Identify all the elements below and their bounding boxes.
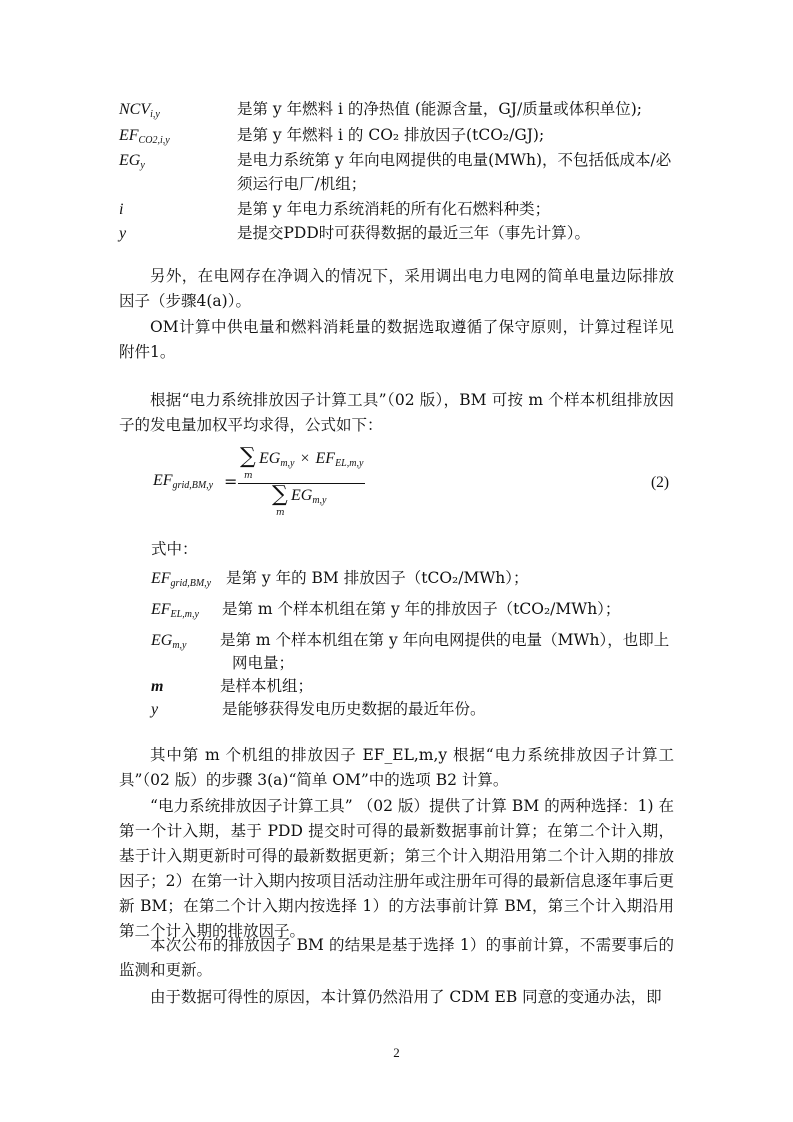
def-text: 是第 y 年电力系统消耗的所有化石燃料种类； bbox=[237, 200, 551, 218]
page-number: 2 bbox=[393, 1045, 400, 1060]
paragraph-bm-options: “电力系统排放因子计算工具” （02 版）提供了计算 BM 的两种选择：1) 在第一个计入期，基于 PDD 提交时可得的最新数据事前计算；在第二个计入期，基于计入期更新时可得的最新数据更新；第三个计入期沿用第二个计入期的排放因子；2）在第一计入期内按项目活动注册年或注册年可得的最新信息逐年事后更新 BM；在第二个计入期内按选择 1）的方法事前计算 BM，第三个计入期沿用第二个计入期的排放因子。 bbox=[119, 797, 674, 940]
def-text: 是电力系统第 y 年向电网提供的电量(MWh)，不包括低成本/必 bbox=[237, 151, 672, 169]
def-text: 是能够获得发电历史数据的最近年份。 bbox=[222, 700, 486, 718]
def-text: 是第 m 个样本机组在第 y 年向电网提供的电量（MWh），也即上 bbox=[220, 631, 670, 649]
def-text: 是第 m 个样本机组在第 y 年的排放因子（tCO₂/MWh）； bbox=[222, 600, 621, 618]
formula-equals: = bbox=[224, 472, 238, 491]
def-symbol: y bbox=[151, 701, 159, 718]
def-symbol: y bbox=[119, 225, 127, 242]
def-text-cont: 网电量； bbox=[232, 654, 295, 672]
def-eg bbox=[119, 149, 145, 177]
def-ncv bbox=[119, 98, 160, 126]
def-y-bottom bbox=[151, 698, 158, 721]
def-symbol: $EF_{CO2,i,y}$ bbox=[119, 127, 170, 146]
def-text: 是第 y 年燃料 i 的净热值 (能源含量，GJ/质量或体积单位); bbox=[237, 100, 642, 118]
formula-number: (2) bbox=[651, 474, 670, 491]
formula-lhs: $EF_{grid,BM,y}$ bbox=[153, 472, 214, 491]
def-ef-grid-bm bbox=[151, 567, 211, 595]
paragraph-om-data: OM计算中供电量和燃料消耗量的数据选取遵循了保守原则，计算过程详见附件1。 bbox=[119, 318, 674, 361]
where-label: 式中： bbox=[151, 540, 198, 558]
def-symbol: $EF_{EL,m,y}$ bbox=[151, 601, 199, 620]
paragraph-ex-ante: 本次公布的排放因子 BM 的结果是基于选择 1）的事前计算，不需要事后的监测和更新。 bbox=[119, 936, 674, 979]
paragraph-bm-intro: 根据“电力系统排放因子计算工具”（02 版），BM 可按 m 个样本机组排放因子的发电量加权平均求得，公式如下： bbox=[119, 391, 674, 434]
def-text: 是提交PDD时可获得数据的最近三年（事先计算）。 bbox=[237, 224, 591, 242]
def-text: 是第 y 年燃料 i 的 CO₂ 排放因子(tCO₂/GJ); bbox=[237, 126, 545, 144]
paragraph-net-import: 另外，在电网存在净调入的情况下，采用调出电力电网的简单电量边际排放因子（步骤4(a)）。 bbox=[119, 267, 674, 310]
paragraph-sample-unit-ef: 其中第 m 个机组的排放因子 EF_EL,m,y 根据“电力系统排放因子计算工具”（02 版）的步骤 3(a)“简单 OM”中的选项 B2 计算。 bbox=[119, 746, 674, 789]
def-symbol: $EG_y$ bbox=[119, 152, 145, 171]
def-ef-el bbox=[151, 598, 199, 626]
def-symbol: $EG_{m,y}$ bbox=[151, 632, 187, 651]
def-i bbox=[119, 198, 123, 221]
def-symbol: m bbox=[151, 678, 164, 695]
def-text: 是第 y 年的 BM 排放因子（tCO₂/MWh）； bbox=[226, 569, 529, 587]
sum-symbol-numerator: ∑ bbox=[240, 444, 256, 469]
def-symbol: $NCV_{i,y}$ bbox=[119, 101, 160, 120]
fraction-bar bbox=[238, 483, 365, 484]
sum-index-denominator: m bbox=[276, 508, 285, 518]
def-text-cont: 须运行电厂/机组； bbox=[237, 175, 367, 193]
def-symbol: i bbox=[119, 201, 124, 218]
sum-index-numerator: m bbox=[244, 471, 253, 481]
def-y bbox=[119, 222, 126, 245]
numerator: $EG_{m,y} \times EF_{EL,m,y}$ bbox=[259, 450, 364, 469]
def-m bbox=[151, 675, 163, 698]
def-text: 是样本机组； bbox=[220, 677, 314, 695]
def-ef-co2 bbox=[119, 124, 170, 152]
def-symbol: $EF_{grid,BM,y}$ bbox=[151, 570, 212, 589]
sum-symbol-denominator: ∑ bbox=[272, 482, 288, 507]
def-eg-m bbox=[151, 629, 187, 657]
paragraph-data-availability: 由于数据可得性的原因，本计算仍然沿用了 CDM EB 同意的变通办法，即 bbox=[150, 988, 662, 1006]
denominator: $EG_{m,y}$ bbox=[291, 487, 327, 506]
